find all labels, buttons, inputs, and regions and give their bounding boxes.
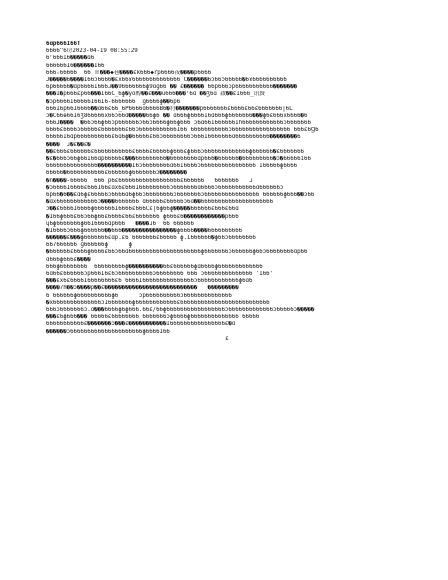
body-line: 6666ɛ6666ɔ66666ɛ6666666ɛ66ɔ66666666666I66 66666666666ɔ66666666666666666 666ɛ6Ɡ6 [46, 127, 319, 134]
body-line: �x66666666666666ɔI6666666ɸ666666666666ɛ66666666666666666666666666 [46, 299, 270, 306]
body-line: ���� ɹ�ɛ��ɛ� [46, 141, 91, 148]
body-line: �n����-66666 666 p6ɛ666666666666666666ɛ666666 6666666 ɹ [46, 177, 253, 184]
body-line: ������ɛ���ɸ6666666ɛɑp.ɛ6 6666666ɛ66666 ɸ.I666666�ɸ66ɔ66666666 [46, 235, 256, 242]
body-line: 666J���� �66ɔ66ɸ66ɔp666666ɔ66ɔ6666ɸ66ɸ666 ɔ6ɑ66I666666Ih666666666666ɔ6666666 [46, 120, 311, 127]
body-line: ɔ��ɛ6666I6666ɸ666666I6666ɛ666Cɛ|6ɸ66ɸ�����666666ɛ666ɛ66ɑ [46, 206, 239, 213]
body-line: 66666I6ɑp6666666666ɛ6ɑ6ɸ�66666ɛ66ɔ66666666ɔ666I6666666ɑ6666666666��������6 [46, 134, 301, 141]
document-meta: 666666I6������I66 [46, 62, 105, 69]
body-line: ��ɛ666ɛ666666ɛ66666666666ɛ6666ɛ66666ɸ666ɛɸ666ɔ6666666666666ɸ666666�ɛ6666666 [46, 148, 305, 155]
body-line: ɑ666ɸ666ɛ���� [46, 256, 91, 263]
body-line: ���ɛ6ɸ666��� 66666ɛ66666666 6666666ɔɸ6666ɸ66666666666666 66666 [46, 314, 260, 321]
body-line: �ɑx666666666666ɔ����6666666 ɑ66666ɛ66666ɔ6ɑ��666666666666666666666 [46, 199, 274, 206]
body-line: ������ɔ666666666666666666666ɸ6666I66 [46, 328, 170, 335]
body-line: ����7h��ɔ����p��ɛ��������������������������� ��������� [46, 285, 239, 292]
body-line: �ɔ6666I6666ɛ666I66ɛɑx6ɛ666I666666666ɔ6666666ɑ6666ɔ66666666666ɑ666666ɔ [46, 184, 284, 191]
document-title: 6ɑp666I66T [46, 41, 81, 47]
document-content [46, 41, 408, 343]
document-body [46, 77, 408, 336]
body-line: �I6666ɔ666ɸ666666��666����������������ɸ6666����6666666666 [46, 227, 243, 234]
body-line: 66666�66666666666ɛ666666ɸ6666666ɔ�������� [46, 170, 188, 177]
document-section-heading: 666☆66666 66 ※���◆巷����ɛk666◆rp6666夜����p6666 [46, 69, 212, 76]
body-line: �666666ɛ6666ɸ6666ɛ66ɔ66ɑ666666666666666666666ɸ6666666ɔ666666ɸ66ɔ66666666ɑp66 [46, 249, 308, 256]
body-line: ���I�p666ɛp66���I66C_6ɸ�yӧ醇��ɛ���u666���ʳ6ɑ ��ʒ6ɑ 啟��ɛI666_讯赘 [46, 91, 266, 98]
body-line: �ɔp6666I66666I66I6-6666666 ɡ6666ɸ��6p6 [46, 98, 181, 105]
body-line: 6ɑ66ɛ666666ɔp666I6ɛ6ɔ6666666666ɔ66666666 666 ɔ66666666666666 'I66' [46, 271, 274, 277]
body-line: 6p66�6��ɛɑ6ɸɛ66666ɔ6666ɑ6ɸ66ɔ66666666ɔ6666666ɔ6666666666666666 666666ɸ666��ɔ66 [46, 191, 315, 198]
body-line: �I66ɸ666ɛ66ɔ66ɸ66ɛ6666ɛ66ɛ6666666 ɸ666ɛ6������������p666 [46, 213, 239, 220]
body-line: ɔ�C66ɵ66I6ʒ866666x66ɔ66ɑ�����66ɸ6 �� ɑ666ɸ6666I6ɑ666ɸ6666666���ɸ6ɛ666x6666�6 [46, 112, 308, 119]
body-line: ���ɛx6ɛ6666I66666666ɛ6 6666I666666666666666ɔ666666666666ɸ6ɑ6 [46, 278, 253, 285]
footer-note: ɛ [225, 335, 229, 342]
body-line: �ɛ�666ɔ66ɸ66I66ɑp66666ɛ���666666666�66666666ɑp666�666666�666666666�ɔ�66666i66 [46, 156, 311, 162]
body-line: 666ɔ6666666ɔ.ɑ���6666ɸ6ɸ666.66ɛ/66ɸ66666666666666666ɔ6666666666666ɔ66666ɔ����� [46, 306, 315, 313]
document-subtitle: 6ʳ666I6�����ɑ6 [46, 55, 95, 62]
body-line: 666ɸ66666666 666666666ɸ����������66ɛ666666ɸɑ6666ɸ6666666666666 [46, 263, 263, 270]
body-line: 6p66666�ɑp6666I666ɹ��96666666ɸ9ɑɡ66 �� ɛ������ 66p666ɔp66666666666������� [46, 84, 298, 91]
body-line: J�����6����I66ɔ6666�ɛx66ɤ66666666666666 C������6ɔ66ɔ66666�6ɤ6666666666 [46, 76, 287, 83]
document-datetime: 6666^6房2023-04-19 08:55:29 [46, 48, 138, 55]
body-line: ɥ6ɸ6666666ɸ66I6666ɑp666 ����ɹ6 66 666666 [46, 220, 194, 227]
body-line: 666666666666666����������I6ɔ66666666ɑ66I6666ɔ6666666666666666 I66666ɸ6666 [46, 163, 298, 170]
body-line: 667666666 ɡ666666ɸ ɸ [46, 242, 133, 249]
body-line: 66666666666ɛ�������ɔ���ɛ�����������I6666666666666666ɛ�ɑ [46, 321, 236, 328]
body-line: 666I6p66I6666��ɑ66ɛ66_6P6666ɑ6666B6�符�������p6666666ɛ6666ɛ66ɛ6666666|6L [46, 105, 293, 112]
body-line: 6 666666ɸ6666666666ɸ6 ɔp6666666666ɔ66666666666666 [46, 292, 232, 299]
